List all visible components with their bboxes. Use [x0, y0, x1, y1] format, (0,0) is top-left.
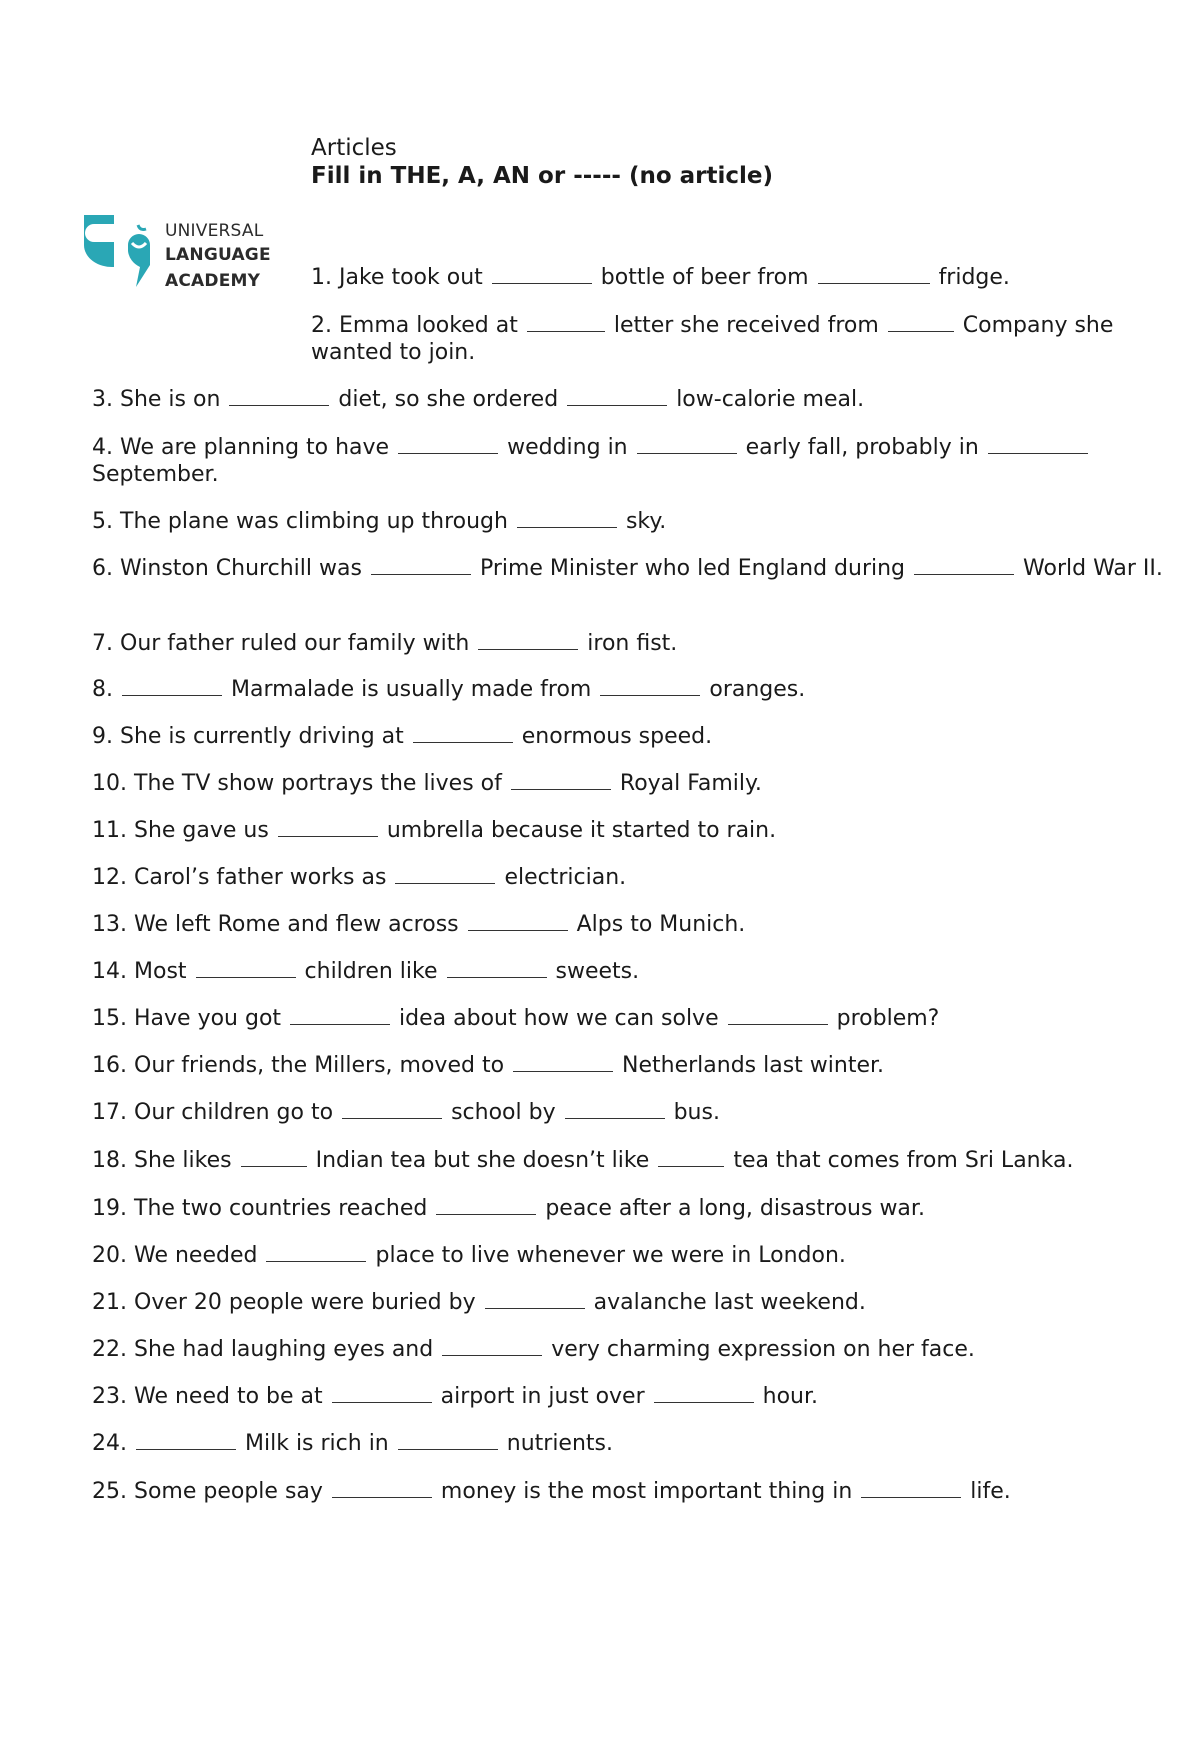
question-5: 5. The plane was climbing up through sky. — [92, 509, 667, 534]
question-2: 2. Emma looked at letter she received from Company she wanted to join. — [311, 313, 1114, 365]
page-instructions: Fill in THE, A, AN or ----- (no article) — [311, 163, 774, 189]
answer-blank[interactable] — [565, 1100, 665, 1119]
answer-blank[interactable] — [527, 313, 605, 332]
answer-blank[interactable] — [447, 959, 547, 978]
answer-blank[interactable] — [442, 1337, 542, 1356]
question-15: 15. Have you got idea about how we can solve problem? — [92, 1006, 940, 1031]
answer-blank[interactable] — [654, 1384, 754, 1403]
question-22: 22. She had laughing eyes and very charming expression on her face. — [92, 1337, 975, 1362]
answer-blank[interactable] — [395, 865, 495, 884]
answer-blank[interactable] — [136, 1431, 236, 1450]
question-7: 7. Our father ruled our family with iron fist. — [92, 631, 678, 656]
question-12: 12. Carol’s father works as electrician. — [92, 865, 627, 890]
question-14: 14. Most children like sweets. — [92, 959, 640, 984]
answer-blank[interactable] — [436, 1196, 536, 1215]
answer-blank[interactable] — [818, 265, 930, 284]
answer-blank[interactable] — [517, 509, 617, 528]
answer-blank[interactable] — [511, 771, 611, 790]
question-18: 18. She likes Indian tea but she doesn’t like tea that comes from Sri Lanka. — [92, 1148, 1074, 1173]
question-6: 6. Winston Churchill was Prime Minister who led England during World War II. — [92, 556, 1163, 581]
logo-text-line1: UNIVERSAL — [165, 221, 264, 241]
answer-blank[interactable] — [861, 1479, 961, 1498]
question-13: 13. We left Rome and flew across Alps to Munich. — [92, 912, 746, 937]
academy-logo — [84, 215, 274, 290]
answer-blank[interactable] — [888, 313, 954, 332]
question-8: 8. Marmalade is usually made from oranges. — [92, 677, 806, 702]
logo-text-line3: ACADEMY — [165, 271, 261, 291]
answer-blank[interactable] — [513, 1053, 613, 1072]
question-9: 9. She is currently driving at enormous speed. — [92, 724, 713, 749]
question-23: 23. We need to be at airport in just over hour. — [92, 1384, 819, 1409]
answer-blank[interactable] — [600, 677, 700, 696]
question-25: 25. Some people say money is the most important thing in life. — [92, 1479, 1011, 1504]
question-24: 24. Milk is rich in nutrients. — [92, 1431, 613, 1456]
answer-blank[interactable] — [485, 1290, 585, 1309]
answer-blank[interactable] — [266, 1243, 366, 1262]
answer-blank[interactable] — [567, 387, 667, 406]
answer-blank[interactable] — [332, 1479, 432, 1498]
answer-blank[interactable] — [332, 1384, 432, 1403]
answer-blank[interactable] — [468, 912, 568, 931]
answer-blank[interactable] — [196, 959, 296, 978]
question-20: 20. We needed place to live whenever we were in London. — [92, 1243, 846, 1268]
question-1: 1. Jake took out bottle of beer from fridge. — [311, 265, 1010, 290]
answer-blank[interactable] — [398, 435, 498, 454]
logo-mark-icon — [84, 215, 160, 290]
question-19: 19. The two countries reached peace after a long, disastrous war. — [92, 1196, 925, 1221]
question-17: 17. Our children go to school by bus. — [92, 1100, 720, 1125]
question-21: 21. Over 20 people were buried by avalanche last weekend. — [92, 1290, 866, 1315]
answer-blank[interactable] — [478, 631, 578, 650]
answer-blank[interactable] — [122, 677, 222, 696]
question-10: 10. The TV show portrays the lives of Royal Family. — [92, 771, 762, 796]
answer-blank[interactable] — [398, 1431, 498, 1450]
question-4: 4. We are planning to have wedding in early fall, probably in September. — [92, 434, 1182, 488]
question-16: 16. Our friends, the Millers, moved to Netherlands last winter. — [92, 1053, 885, 1078]
answer-blank[interactable] — [241, 1148, 307, 1167]
worksheet-header — [311, 134, 773, 190]
answer-blank[interactable] — [637, 435, 737, 454]
answer-blank[interactable] — [229, 387, 329, 406]
page-title: Articles — [311, 135, 397, 161]
answer-blank[interactable] — [371, 556, 471, 575]
answer-blank[interactable] — [290, 1006, 390, 1025]
answer-blank[interactable] — [658, 1148, 724, 1167]
answer-blank[interactable] — [278, 818, 378, 837]
answer-blank[interactable] — [413, 724, 513, 743]
question-3: 3. She is on diet, so she ordered low-calorie meal. — [92, 387, 865, 412]
answer-blank[interactable] — [914, 556, 1014, 575]
logo-text-line2: LANGUAGE — [165, 245, 271, 265]
question-11: 11. She gave us umbrella because it started to rain. — [92, 818, 777, 843]
answer-blank[interactable] — [342, 1100, 442, 1119]
answer-blank[interactable] — [728, 1006, 828, 1025]
answer-blank[interactable] — [492, 265, 592, 284]
answer-blank[interactable] — [988, 435, 1088, 454]
